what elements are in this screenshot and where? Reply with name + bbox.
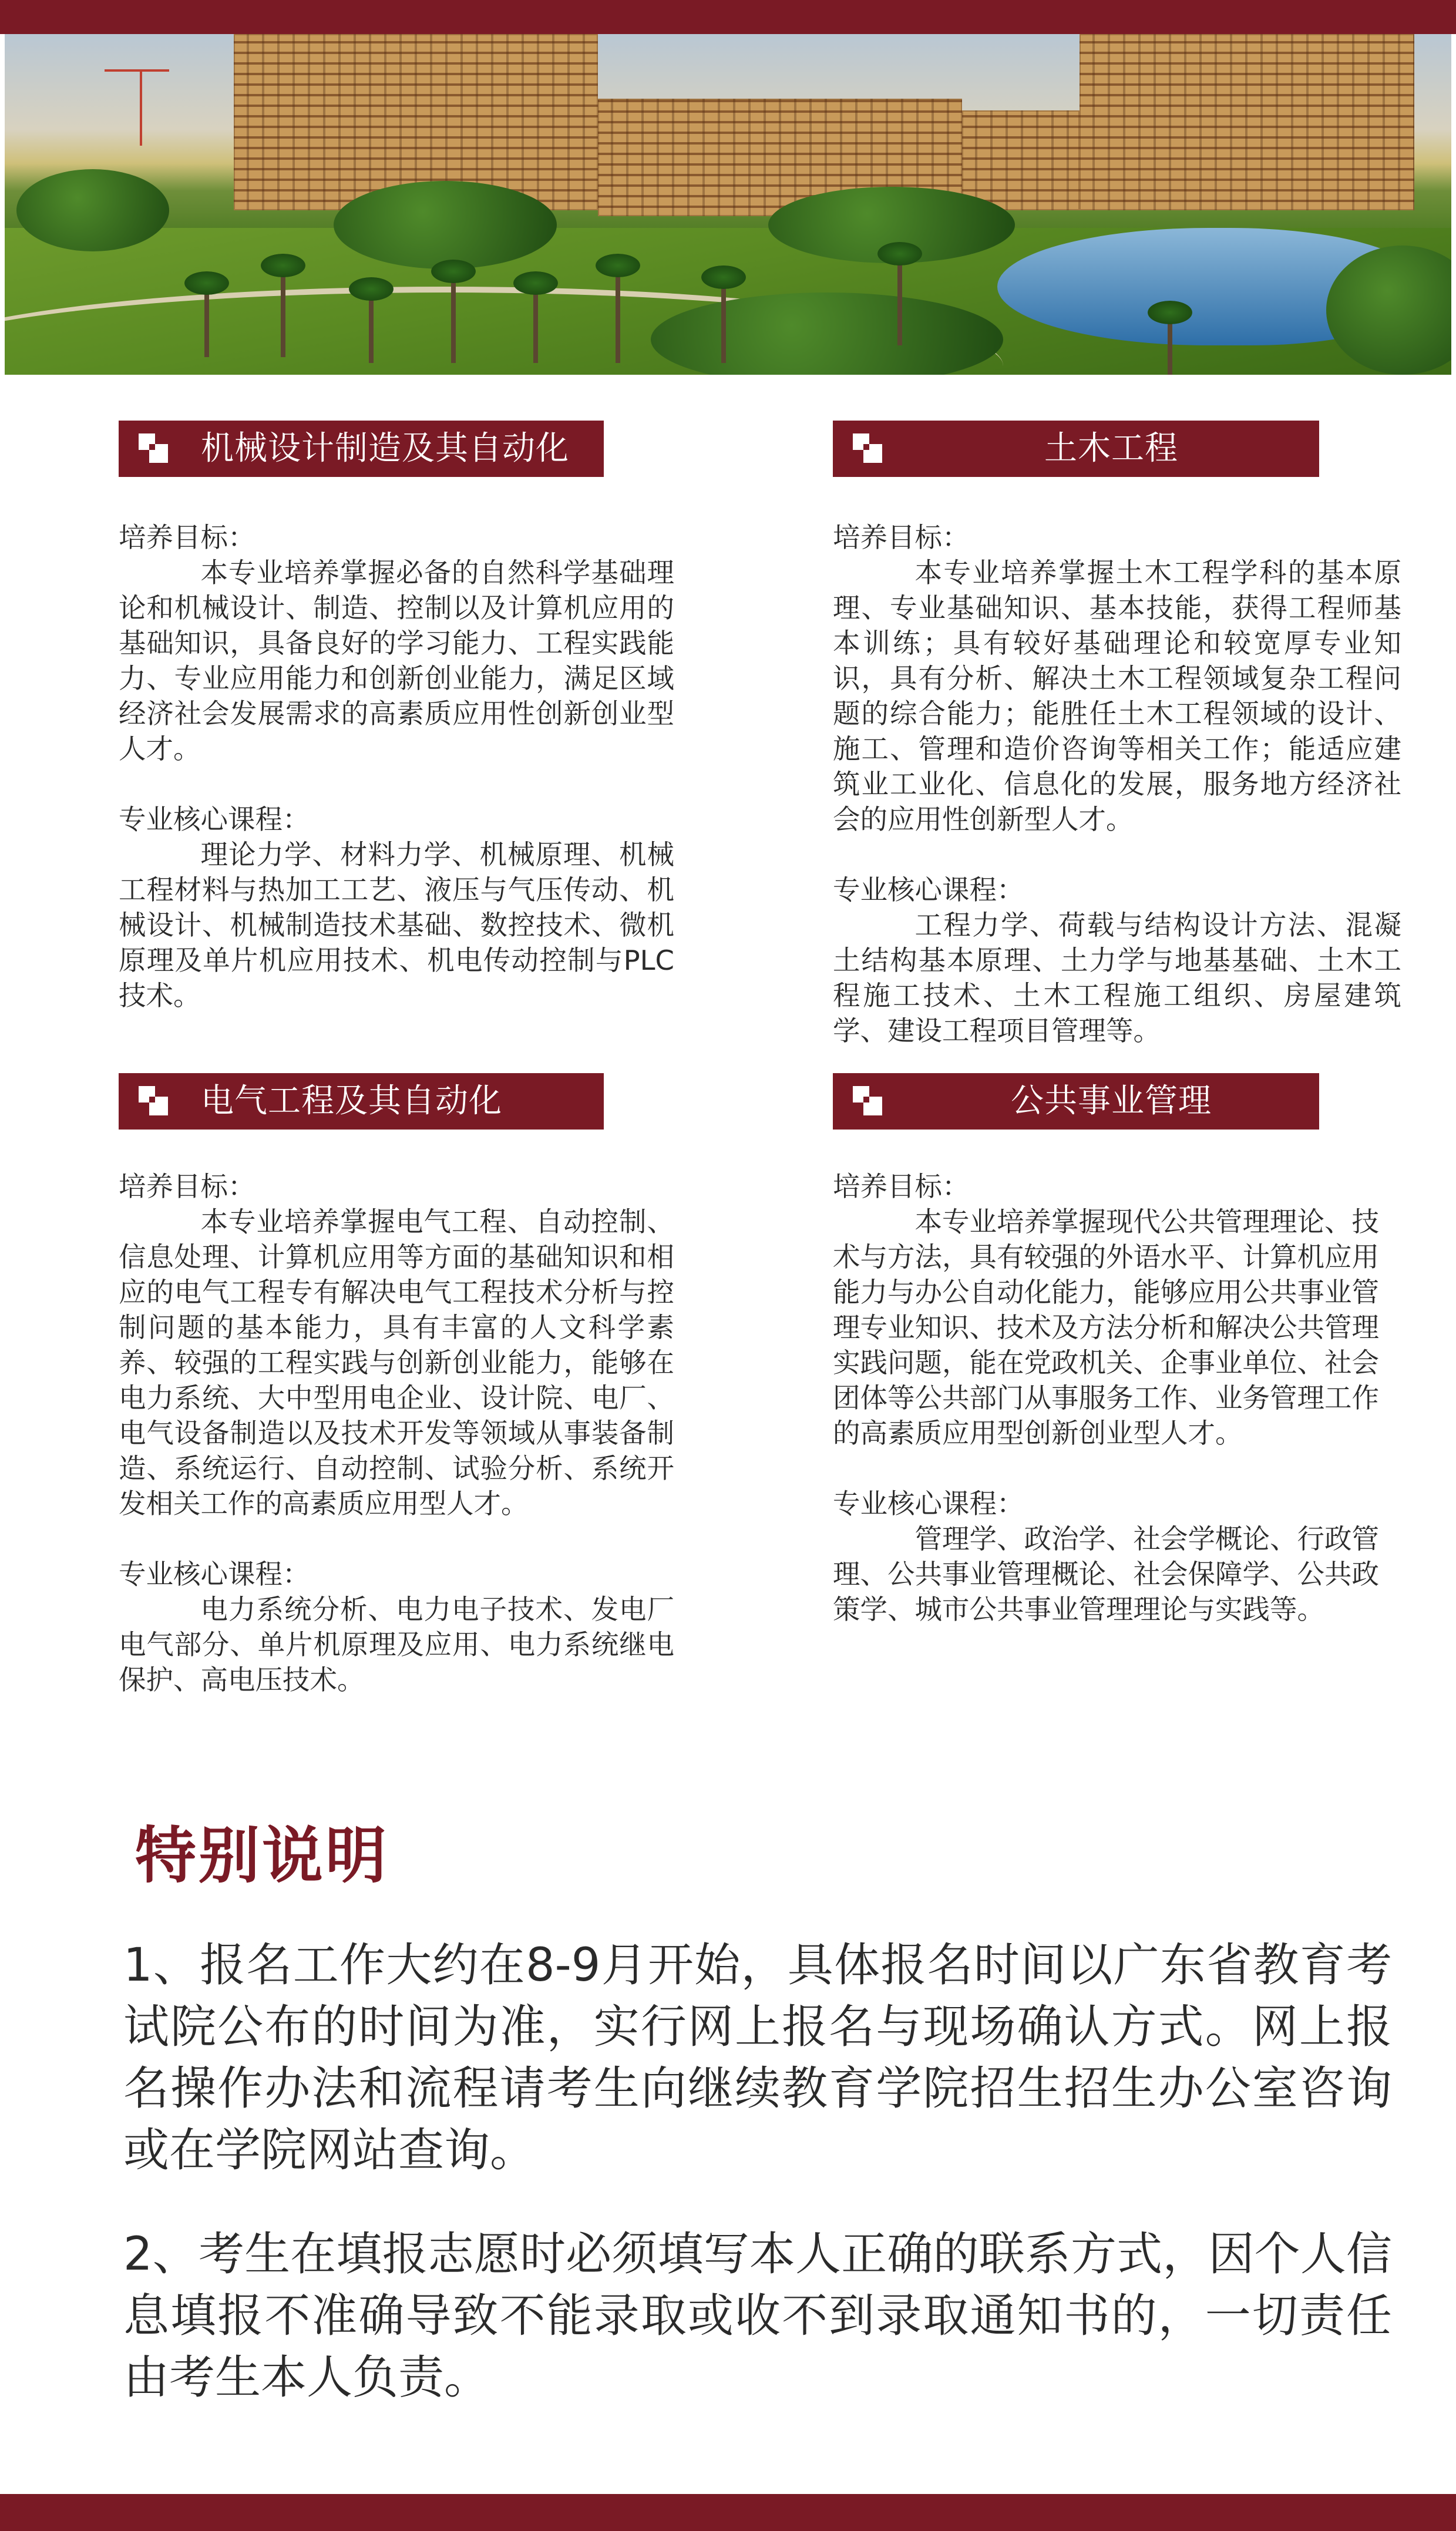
courses-text: 电力系统分析、电力电子技术、发电厂电气部分、单片机原理及应用、电力系统继电保护、高电压技术。 [119,1594,674,1696]
building [962,110,1080,210]
palm [204,287,209,357]
special-notes-title: 特别说明 [135,1819,389,1891]
squares-icon [139,433,169,464]
tree [334,181,557,269]
goal-text: 本专业培养掌握土木工程学科的基本原理、专业基础知识、基本技能，获得工程师基本训练；具有较好基础理论和较宽厚专业知识，具有分析、解决土木工程领域复杂工程问题的综合能力；能胜任土木工程领域的设计、施工、管理和造价咨询等相关工作；能适应建筑业工业化、信息化的发展，服务地方经济社会的应用性创新型人才。 [833,557,1401,835]
squares-icon [139,1086,169,1117]
tree [16,169,169,251]
note-item: 2、考生在填报志愿时必须填写本人正确的联系方式，因个人信息填报不准确导致不能录取或收不到录取通知书的，一切责任由考生本人负责。 [123,2228,1392,2404]
courses-text: 工程力学、荷载与结构设计方法、混凝土结构基本原理、土力学与地基基础、土木工程施工技术、土木工程施工组织、房屋建筑学、建设工程项目管理等。 [833,909,1401,1047]
goal-text: 本专业培养掌握电气工程、自动控制、信息处理、计算机应用等方面的基础知识和相应的电气工程专有解决电气工程技术分析与控制问题的基本能力，具有丰富的人文科学素养、较强的工程实践与创新创业能力，能够在电力系统、大中型用电企业、设计院、电厂、电气设备制造以及技术开发等领域从事装备制造、系统运行、自动控制、试验分析、系统开发相关工作的高素质应用型人才。 [119,1206,674,1520]
palm [369,293,374,363]
section-body-electrical [119,1169,674,1698]
palm [897,257,902,345]
section-body-civil [833,520,1401,1048]
building [1080,34,1414,210]
courses-label: 专业核心课程： [119,1558,310,1590]
goal-label: 培养目标： [119,1171,255,1202]
goal-text: 本专业培养掌握现代公共管理理论、技术与方法，具有较强的外语水平、计算机应用能力与办公自动化能力，能够应用公共事业管理专业知识、技术及方法分析和解决公共管理实践问题，能在党政机关、企事业单位、社会团体等公共部门从事服务工作、业务管理工作的高素质应用型创新创业型人才。 [833,1206,1379,1449]
section-header-public-affairs [833,1073,1319,1130]
goal-label: 培养目标： [833,1171,970,1202]
palm [451,275,456,363]
section-title: 机械设计制造及其自动化 [201,429,569,468]
section-title: 电气工程及其自动化 [201,1082,502,1120]
courses-label: 专业核心课程： [833,874,1024,906]
palm [533,287,538,363]
section-title: 公共事业管理 [1011,1082,1212,1120]
goal-text: 本专业培养掌握必备的自然科学基础理论和机械设计、制造、控制以及计算机应用的基础知识，具备良好的学习能力、工程实践能力、专业应用能力和创新创业能力，满足区域经济社会发展需求的高素质应用性创新创业型人才。 [119,557,674,765]
palm [1168,316,1172,375]
palm [721,281,726,363]
courses-text: 管理学、政治学、社会学概论、行政管理、公共事业管理概论、社会保障学、公共政策学、城市公共事业管理理论与实践等。 [833,1523,1379,1625]
courses-label: 专业核心课程： [833,1488,1024,1520]
top-band [0,0,1456,34]
squares-icon [853,433,883,464]
courses-text: 理论力学、材料力学、机械原理、机械工程材料与热加工工艺、液压与气压传动、机械设计、机械制造技术基础、数控技术、微机原理及单片机应用技术、机电传动控制与PLC技术。 [119,839,674,1011]
section-body-public-affairs [833,1169,1379,1627]
section-title: 土木工程 [1044,429,1178,468]
campus-photo [5,34,1451,375]
squares-icon [853,1086,883,1117]
goal-label: 培养目标： [833,522,970,553]
bottom-band [0,2494,1456,2531]
courses-label: 专业核心课程： [119,804,310,835]
note-item: 1、报名工作大约在8-9月开始，具体报名时间以广东省教育考试院公布的时间为准，实行网上报名与现场确认方式。网上报名操作办法和流程请考生向继续教育学院招生招生办公室咨询或在学院网站查询。 [123,1939,1392,2177]
section-header-civil [833,421,1319,477]
palm [616,269,620,363]
section-header-mechanical [119,421,604,477]
section-header-electrical [119,1073,604,1130]
goal-label: 培养目标： [119,522,255,553]
section-body-mechanical [119,520,674,1013]
palm [281,269,285,357]
crane [140,69,142,146]
